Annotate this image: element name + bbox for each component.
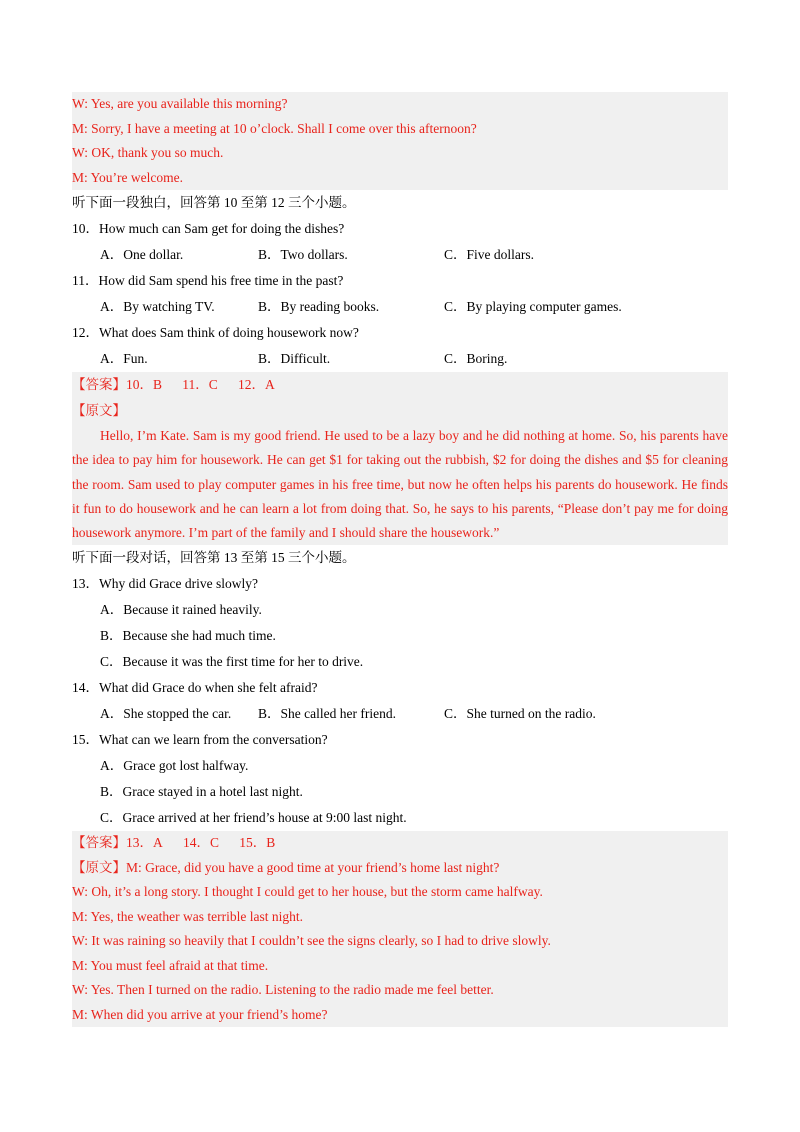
question-12: 12．What does Sam think of doing housework now? [72,325,359,340]
question-10: 10．How much can Sam get for doing the dishes? [72,221,345,236]
option-c: C．She turned on the radio. [444,706,596,722]
option-b: B．Two dollars. [258,247,348,262]
question-15: 15．What can we learn from the conversation? [72,732,328,748]
dialogue-top-block [72,92,728,190]
document-page [72,92,728,1027]
dialogue-line: M: You must feel afraid at that time. [72,957,269,973]
dialogue-line: W: Yes. Then I turned on the radio. Listening to the radio made me feel better. [72,982,494,998]
original-label: 【原文】 [72,403,126,418]
dialogue-line: M: Sorry, I have a meeting at 10 o’clock. Shall I come over this afternoon? [72,120,477,136]
question-14: 14．What did Grace do when she felt afraid? [72,680,318,696]
option-b: B．Because she had much time. [100,628,276,644]
option-b: B．Grace stayed in a hotel last night. [100,784,303,800]
dialogue-line: M: You’re welcome. [72,169,183,185]
option-b: B．Difficult. [258,351,331,366]
option-b: B．By reading books. [258,299,380,314]
section-instruction: 听下面一段独白，回答第 10 至第 12 三个小题。 [72,195,356,210]
option-c: C．Grace arrived at her friend’s house at 9:00 last night. [100,810,407,826]
options-14 [72,701,728,727]
section-instruction: 听下面一段对话，回答第 13 至第 15 三个小题。 [72,550,356,566]
answer-block-1 [72,372,728,545]
option-b: B．She called her friend. [258,706,396,722]
option-c: C．Because it was the first time for her to drive. [100,654,364,670]
dialogue-line: M: Yes, the weather was terrible last night. [72,908,303,924]
dialogue-line: M: When did you arrive at your friend’s home? [72,1006,328,1022]
option-a: A．Because it rained heavily. [100,602,262,618]
option-c: C．Boring. [444,351,508,366]
question-11: 11．How did Sam spend his free time in the past? [72,273,344,288]
options-12 [72,346,728,372]
dialogue-line: W: OK, thank you so much. [72,145,224,160]
option-a: A．Grace got lost halfway. [100,758,249,774]
option-a: A．Fun. [100,351,148,366]
dialogue-line: W: Yes, are you available this morning? [72,96,288,111]
option-a: A．One dollar. [100,247,184,262]
option-a: A．By watching TV. [100,299,215,314]
option-c: C．Five dollars. [444,247,534,262]
answer-line: 【答案】13．A 14．C 15．B [72,835,276,851]
option-a: A．She stopped the car. [100,706,232,722]
dialogue-line: 【原文】M: Grace, did you have a good time at your friend’s home last night? [72,859,500,875]
dialogue-line: W: It was raining so heavily that I couldn’t see the signs clearly, so I had to drive slowly. [72,933,551,949]
options-10 [72,242,728,268]
answer-line: 【答案】10．B 11．C 12．A [72,377,275,392]
dialogue-line: W: Oh, it’s a long story. I thought I could get to her house, but the storm came halfway. [72,884,543,900]
answer-block-2 [72,831,728,1027]
options-11 [72,294,728,320]
question-13: 13．Why did Grace drive slowly? [72,576,258,592]
option-c: C．By playing computer games. [444,299,622,314]
original-text: Hello, I’m Kate. Sam is my good friend. He used to be a lazy boy and he did nothing at home. So, his parents have the idea to pay him for housework. He can get $1 for taking out the rubbish, $2 for doing the dishes and $5 for cleaning the room. Sam used to play computer games in his free time, but now he often helps his parents do housework. He finds it fun to do housework and he can learn a lot from doing that. So, he says to his parents, “Please don’t pay me for doing housework anymore. I’m part of the family and I should share the housework.” [72,428,728,541]
